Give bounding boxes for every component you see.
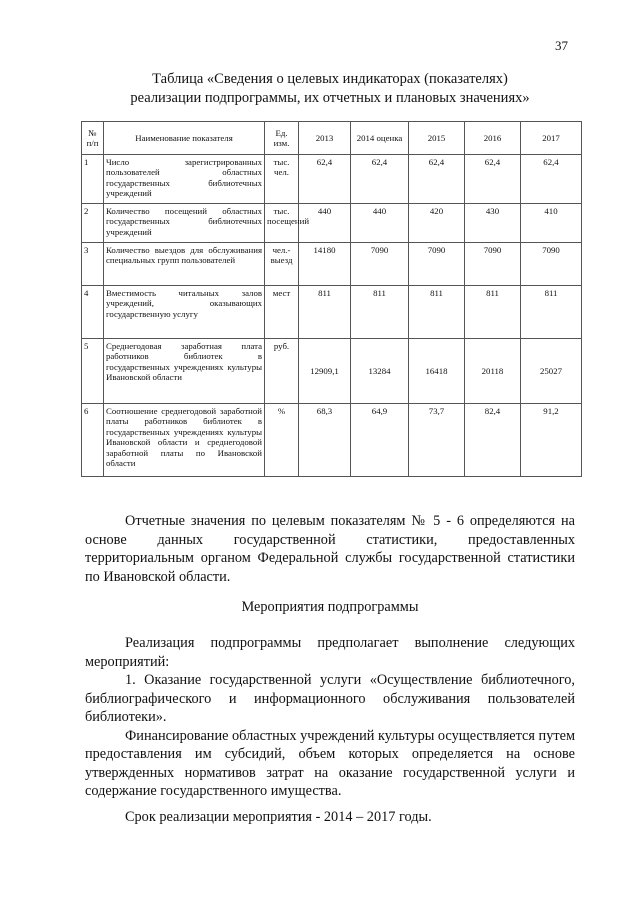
section-heading: [85, 598, 575, 617]
table-row: [82, 243, 582, 286]
header-2016: 2016: [465, 122, 521, 155]
row-value-2015: 73,7: [409, 404, 465, 477]
header-2015: 2015: [409, 122, 465, 155]
row-value-2016: 82,4: [465, 404, 521, 477]
row-no: 5: [82, 339, 104, 404]
row-value-2015: 811: [409, 286, 465, 339]
row-name: Вместимость читальных залов учреждений, оказывающих государственную услугу: [104, 286, 265, 339]
row-name: Количество выездов для обслуживания специальных групп пользователей: [104, 243, 265, 286]
table-title-line-2: реализации подпрограммы, их отчетных и плановых значениях»: [130, 90, 530, 106]
row-value-2014: 62,4: [351, 155, 409, 204]
row-no: 4: [82, 286, 104, 339]
row-name: Соотношение среднегодовой заработной платы работников библиотек в государственных учреждениях культуры Ивановской области и среднегодовой заработной платы по Ивановской области: [104, 404, 265, 477]
statistics-paragraph: [85, 512, 575, 586]
table-row: [82, 286, 582, 339]
paragraph-text: Срок реализации мероприятия - 2014 – 2017 годы.: [125, 809, 432, 825]
table-title-line-1: Таблица «Сведения о целевых индикаторах (показателях): [152, 71, 508, 87]
row-no: 6: [82, 404, 104, 477]
paragraph-text: Финансирование областных учреждений культуры осуществляется путем предоставления им субсидий, объем которых определяется на основе утвержденных нормативов затрат на оказание государственной услуги и содержание государственного имущества.: [85, 727, 575, 799]
row-value-2016: 811: [465, 286, 521, 339]
row-value-2017: 7090: [521, 243, 582, 286]
row-value-2017: 91,2: [521, 404, 582, 477]
term-paragraph: [85, 808, 575, 827]
row-value-2015: 16418: [409, 339, 465, 404]
row-name: Среднегодовая заработная плата работников библиотек в государственных учреждениях культуры Ивановской области: [104, 339, 265, 404]
row-value-2016: 20118: [465, 339, 521, 404]
row-value-2013: 12909,1: [299, 339, 351, 404]
row-unit: мест: [265, 286, 299, 339]
table-row: [82, 404, 582, 477]
row-value-2015: 420: [409, 204, 465, 243]
row-value-2016: 62,4: [465, 155, 521, 204]
row-value-2017: 62,4: [521, 155, 582, 204]
row-no: 2: [82, 204, 104, 243]
row-value-2016: 7090: [465, 243, 521, 286]
table-row: [82, 204, 582, 243]
row-value-2013: 14180: [299, 243, 351, 286]
row-value-2014: 811: [351, 286, 409, 339]
header-unit: Ед. изм.: [265, 122, 299, 155]
row-unit: тыс. посещений: [265, 204, 299, 243]
row-name: Количество посещений областных государственных библиотечных учреждений: [104, 204, 265, 243]
activities-paragraph: [85, 634, 575, 801]
row-value-2014: 64,9: [351, 404, 409, 477]
table-title: [60, 70, 600, 108]
header-2014: 2014 оценка: [351, 122, 409, 155]
row-name: Число зарегистрированных пользователей областных государственных библиотечных учреждений: [104, 155, 265, 204]
section-title: Мероприятия подпрограммы: [241, 599, 419, 615]
row-no: 1: [82, 155, 104, 204]
row-value-2014: 440: [351, 204, 409, 243]
paragraph-text: 1. Оказание государственной услуги «Осуществление библиотечного, библиографического и информационного обслуживания пользователей библиотеки».: [85, 672, 575, 725]
row-value-2013: 440: [299, 204, 351, 243]
header-2013: 2013: [299, 122, 351, 155]
row-unit: руб.: [265, 339, 299, 404]
row-value-2013: 68,3: [299, 404, 351, 477]
row-value-2017: 811: [521, 286, 582, 339]
row-value-2014: 7090: [351, 243, 409, 286]
paragraph-text: Реализация подпрограммы предполагает выполнение следующих мероприятий:: [85, 635, 575, 670]
table-row: [82, 155, 582, 204]
table-header-row: [82, 122, 582, 155]
paragraph-text: Отчетные значения по целевым показателям № 5 - 6 определяются на основе данных государственной статистики, предоставленных территориальным органом Федеральной службы государственной статистики по Ивановской области.: [85, 513, 575, 585]
row-unit: чел.-выезд: [265, 243, 299, 286]
header-no: № п/п: [82, 122, 104, 155]
row-value-2017: 410: [521, 204, 582, 243]
page-number: 37: [555, 38, 568, 53]
row-value-2015: 7090: [409, 243, 465, 286]
row-value-2013: 811: [299, 286, 351, 339]
row-value-2016: 430: [465, 204, 521, 243]
table-row: [82, 339, 582, 404]
header-name: Наименование показателя: [104, 122, 265, 155]
row-value-2015: 62,4: [409, 155, 465, 204]
header-2017: 2017: [521, 122, 582, 155]
row-value-2014: 13284: [351, 339, 409, 404]
row-unit: тыс. чел.: [265, 155, 299, 204]
row-value-2017: 25027: [521, 339, 582, 404]
indicators-table: [81, 121, 582, 477]
row-value-2013: 62,4: [299, 155, 351, 204]
row-unit: %: [265, 404, 299, 477]
row-no: 3: [82, 243, 104, 286]
